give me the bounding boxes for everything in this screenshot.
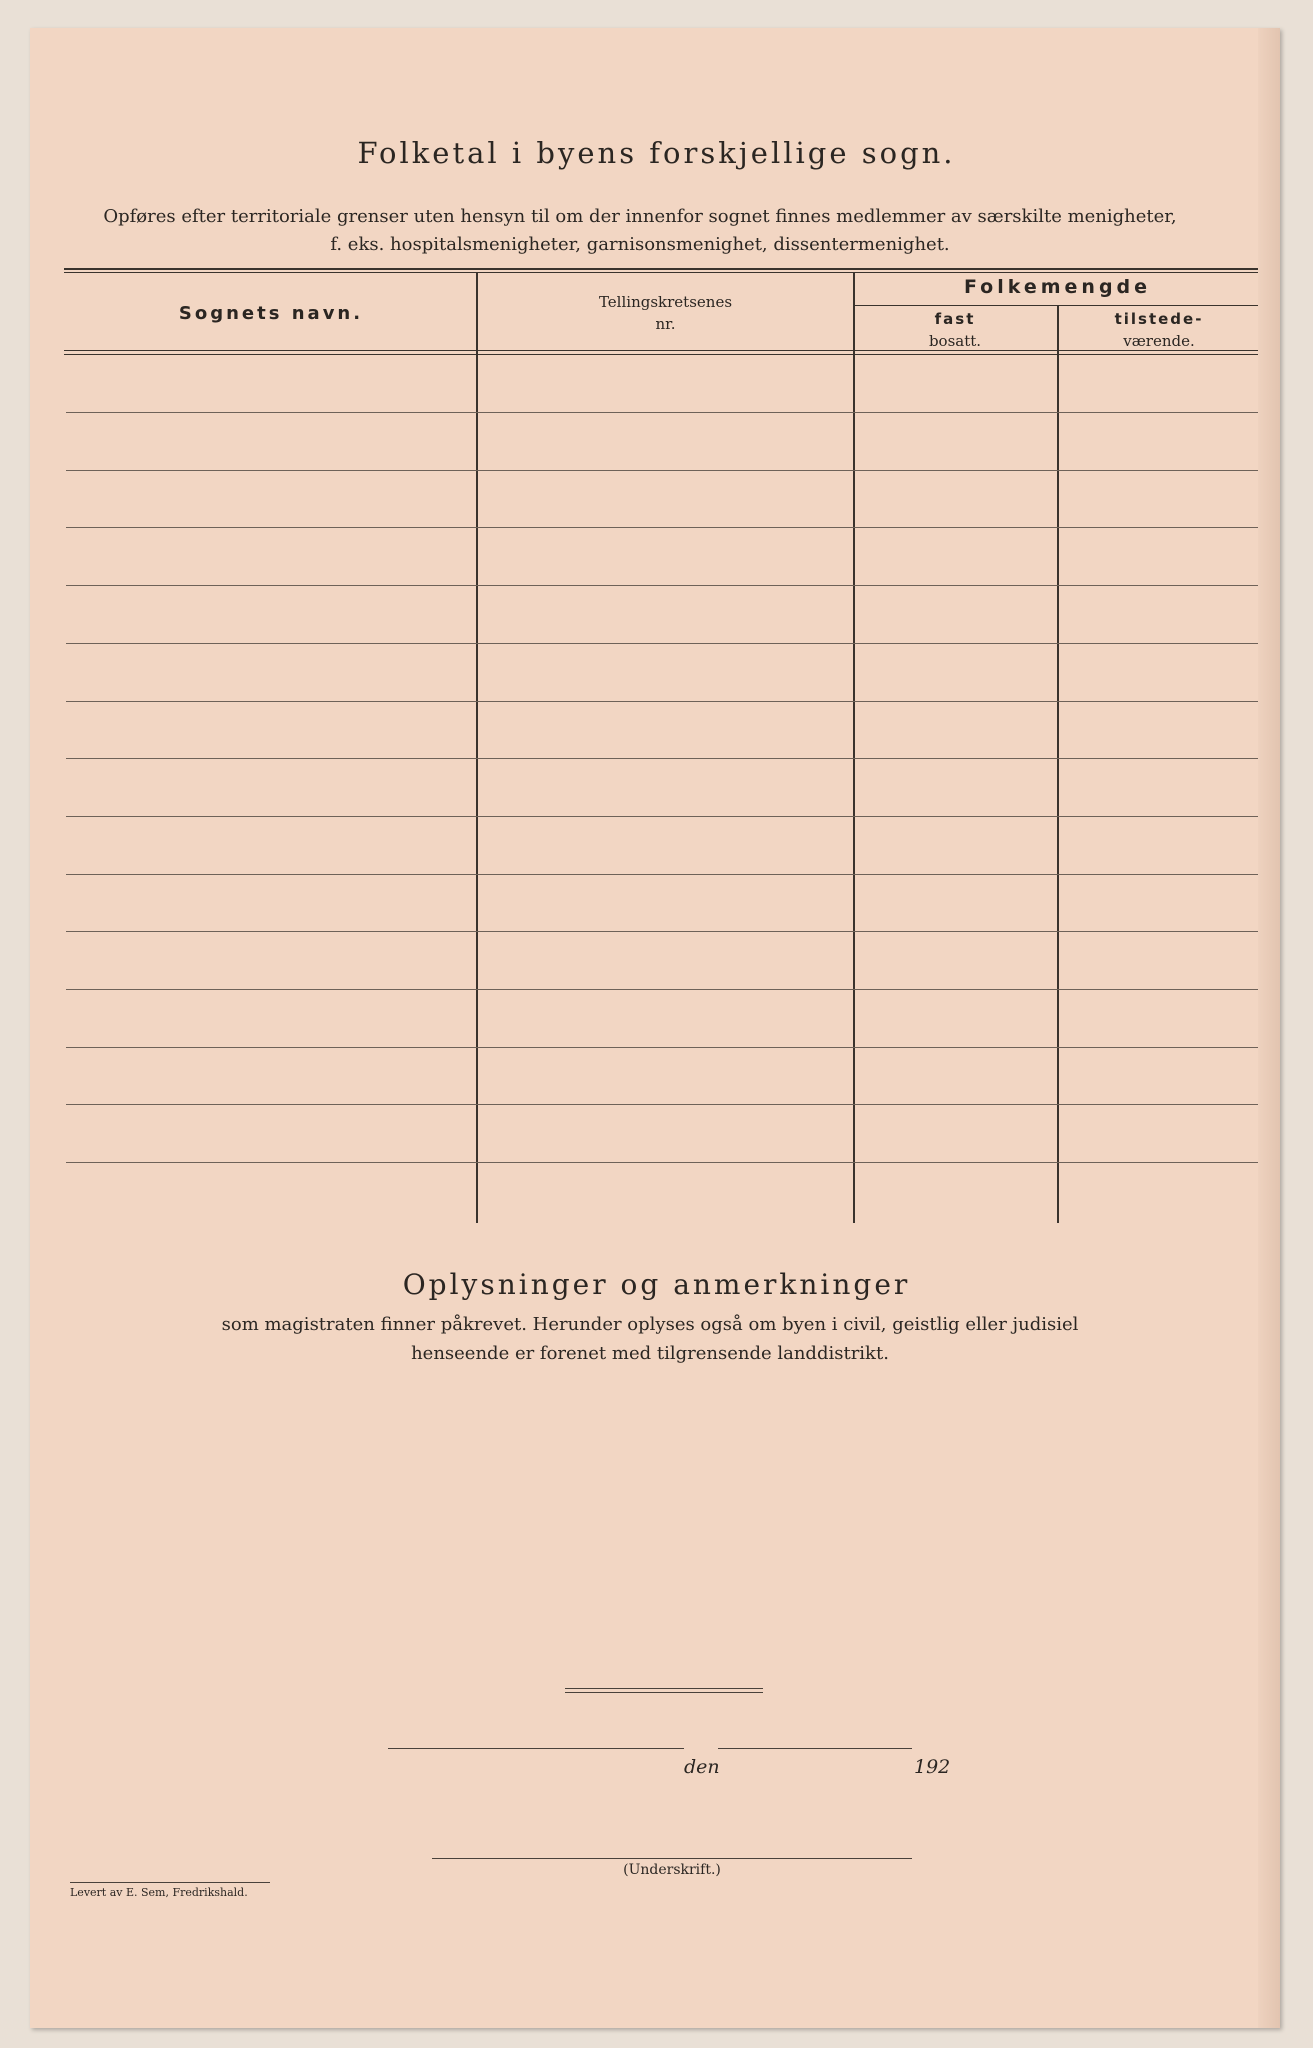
table-row-line[interactable] <box>66 874 1258 875</box>
date-den-label: den <box>684 1756 720 1778</box>
table-row-line[interactable] <box>66 1047 1258 1048</box>
signature-label: (Underskrift.) <box>623 1862 721 1878</box>
header-folkemengde: Folkemengde <box>963 276 1152 298</box>
date-year-label: 192 <box>914 1756 951 1778</box>
table-row-line[interactable] <box>66 1162 1258 1163</box>
signature-ornament-line <box>565 1692 763 1693</box>
header-fast-bosatt <box>855 308 1055 352</box>
notes-title: Oplysninger og anmerkninger <box>402 1268 911 1301</box>
header-fast: fast <box>934 310 976 328</box>
header-bottom-rule-2 <box>64 354 1258 355</box>
signature-line[interactable] <box>432 1858 912 1859</box>
table-row-line[interactable] <box>66 758 1258 759</box>
col-divider-1 <box>476 273 478 1223</box>
header-telling-line1: Tellingskretsenes <box>598 293 733 311</box>
table-row-line[interactable] <box>66 585 1258 586</box>
notes-line1: som magistraten finner påkrevet. Herunder oplyses også om byen i civil, geistlig eller judisiel <box>221 1314 1079 1335</box>
signature-ornament-line <box>565 1688 763 1689</box>
header-sognets-navn: Sognets navn. <box>178 303 364 324</box>
header-tellingskretsenes <box>478 291 853 335</box>
table-row-line[interactable] <box>66 412 1258 413</box>
place-line[interactable] <box>388 1748 684 1749</box>
table-top-rule-thin <box>64 272 1258 273</box>
table-row-line[interactable] <box>66 470 1258 471</box>
table-row-line[interactable] <box>66 816 1258 817</box>
table-row-line[interactable] <box>66 643 1258 644</box>
table-row-line[interactable] <box>66 931 1258 932</box>
table-row-line[interactable] <box>66 989 1258 990</box>
printer-credit: Levert av E. Sem, Fredrikshald. <box>70 1886 248 1899</box>
printer-line <box>70 1882 270 1883</box>
notes-line2: henseende er forenet med tilgrensende landdistrikt. <box>411 1343 889 1364</box>
table-top-rule <box>64 268 1258 270</box>
sheet-edge <box>1258 28 1280 2028</box>
table-row-line[interactable] <box>66 1104 1258 1105</box>
header-telling-line2: nr. <box>655 315 676 333</box>
form-title: Folketal i byens forskjellige sogn. <box>357 136 956 170</box>
form-subtitle-line2: f. eks. hospitalsmenigheter, garnisonsmenighet, dissentermenighet. <box>330 234 950 255</box>
date-line[interactable] <box>718 1748 912 1749</box>
table-row-line[interactable] <box>66 527 1258 528</box>
table-row-line[interactable] <box>66 701 1258 702</box>
col-divider-2 <box>853 273 855 1223</box>
form-subtitle-line1: Opføres efter territoriale grenser uten hensyn til om der innenfor sognet finnes medlemmer av særskilte menigheter, <box>103 206 1177 227</box>
header-vaerende: værende. <box>1123 332 1195 350</box>
col-divider-3 <box>1057 306 1059 1223</box>
header-tilstede: tilstede- <box>1114 310 1204 328</box>
header-bosatt: bosatt. <box>928 332 982 350</box>
header-tilstedevaerende <box>1058 308 1260 352</box>
